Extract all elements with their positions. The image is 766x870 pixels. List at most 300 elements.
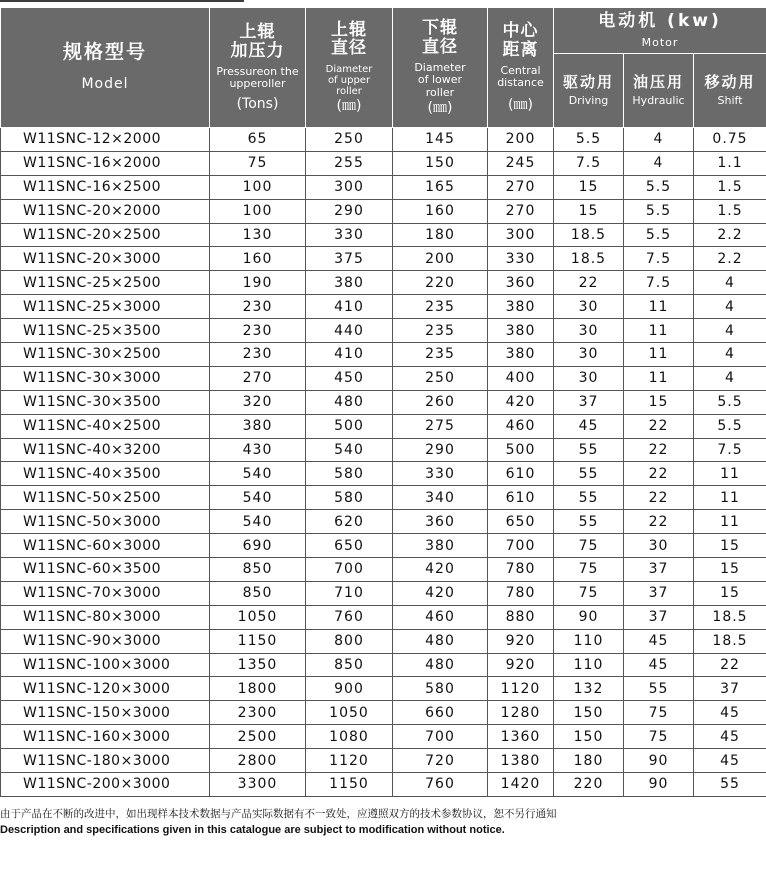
cell-driving-motor: 30 [554, 319, 624, 343]
header-pressure [210, 8, 306, 128]
cell-center-distance: 780 [488, 581, 554, 605]
cell-model: W11SNC-40×2500 [1, 414, 210, 438]
cell-center-distance: 880 [488, 605, 554, 629]
cell-model: W11SNC-70×3000 [1, 581, 210, 605]
cell-lower-diameter: 340 [393, 486, 488, 510]
cell-upper-diameter: 480 [306, 390, 393, 414]
cell-model: W11SNC-50×3000 [1, 510, 210, 534]
cell-driving-motor: 15 [554, 175, 624, 199]
cell-pressure: 1800 [210, 677, 306, 701]
cell-upper-diameter: 710 [306, 581, 393, 605]
header-pressure-cn1: 上辊 [239, 22, 276, 43]
cell-driving-motor: 220 [554, 773, 624, 797]
cell-center-distance: 380 [488, 319, 554, 343]
cell-hydraulic-motor: 7.5 [624, 247, 694, 271]
cell-model: W11SNC-60×3000 [1, 534, 210, 558]
table-row [1, 534, 766, 558]
cell-shift-motor: 4 [694, 366, 766, 390]
cell-shift-motor: 45 [694, 701, 766, 725]
cell-driving-motor: 22 [554, 271, 624, 295]
cell-hydraulic-motor: 75 [624, 701, 694, 725]
cell-hydraulic-motor: 11 [624, 366, 694, 390]
cell-driving-motor: 150 [554, 725, 624, 749]
cell-shift-motor: 55 [694, 773, 766, 797]
cell-center-distance: 460 [488, 414, 554, 438]
cell-model: W11SNC-40×3500 [1, 462, 210, 486]
cell-upper-diameter: 1120 [306, 749, 393, 773]
cell-center-distance: 920 [488, 629, 554, 653]
table-row [1, 486, 766, 510]
table-row [1, 223, 766, 247]
cell-pressure: 100 [210, 175, 306, 199]
header-lower-cn1: 下辊 [422, 17, 458, 38]
header-driving-en: Driving [568, 93, 609, 107]
cell-lower-diameter: 480 [393, 629, 488, 653]
cell-driving-motor: 18.5 [554, 247, 624, 271]
cell-shift-motor: 7.5 [694, 438, 766, 462]
cell-driving-motor: 75 [554, 581, 624, 605]
header-hydraulic-en: Hydraulic [632, 93, 685, 107]
header-upper-diameter [306, 8, 393, 128]
cell-hydraulic-motor: 75 [624, 725, 694, 749]
table-row [1, 653, 766, 677]
cell-pressure: 65 [210, 128, 306, 152]
cell-pressure: 130 [210, 223, 306, 247]
cell-pressure: 850 [210, 581, 306, 605]
cell-model: W11SNC-20×2000 [1, 199, 210, 223]
cell-model: W11SNC-40×3200 [1, 438, 210, 462]
notes [0, 806, 766, 838]
table-row [1, 151, 766, 175]
table-row [1, 558, 766, 582]
cell-lower-diameter: 360 [393, 510, 488, 534]
cell-pressure: 1050 [210, 605, 306, 629]
cell-lower-diameter: 420 [393, 558, 488, 582]
cell-upper-diameter: 500 [306, 414, 393, 438]
table-row [1, 366, 766, 390]
header-upper-en2: of upper [327, 74, 371, 86]
cell-pressure: 75 [210, 151, 306, 175]
cell-upper-diameter: 1150 [306, 773, 393, 797]
cell-hydraulic-motor: 45 [624, 629, 694, 653]
header-center-en2: distance [497, 76, 544, 90]
cell-driving-motor: 110 [554, 629, 624, 653]
cell-model: W11SNC-25×2500 [1, 271, 210, 295]
cell-center-distance: 500 [488, 438, 554, 462]
cell-pressure: 540 [210, 486, 306, 510]
cell-lower-diameter: 250 [393, 366, 488, 390]
cell-model: W11SNC-120×3000 [1, 677, 210, 701]
cell-upper-diameter: 410 [306, 343, 393, 367]
table-row [1, 199, 766, 223]
cell-upper-diameter: 800 [306, 629, 393, 653]
cell-hydraulic-motor: 4 [624, 128, 694, 152]
cell-pressure: 850 [210, 558, 306, 582]
cell-shift-motor: 2.2 [694, 223, 766, 247]
cell-lower-diameter: 275 [393, 414, 488, 438]
header-model-en: Model [81, 76, 129, 93]
table-row [1, 701, 766, 725]
cell-driving-motor: 75 [554, 534, 624, 558]
cell-hydraulic-motor: 11 [624, 319, 694, 343]
cell-pressure: 2500 [210, 725, 306, 749]
cell-hydraulic-motor: 90 [624, 749, 694, 773]
cell-model: W11SNC-200×3000 [1, 773, 210, 797]
header-motor [554, 8, 766, 54]
header-upper-cn1: 上辊 [331, 19, 367, 40]
header-driving-cn: 驱动用 [562, 73, 614, 92]
header-hydraulic-cn: 油压用 [632, 73, 684, 92]
cell-upper-diameter: 440 [306, 319, 393, 343]
cell-upper-diameter: 290 [306, 199, 393, 223]
cell-pressure: 2300 [210, 701, 306, 725]
cell-lower-diameter: 220 [393, 271, 488, 295]
cell-hydraulic-motor: 22 [624, 414, 694, 438]
cell-shift-motor: 11 [694, 462, 766, 486]
header-model-cn: 规格型号 [62, 41, 147, 64]
cell-lower-diameter: 160 [393, 199, 488, 223]
cell-hydraulic-motor: 37 [624, 558, 694, 582]
cell-shift-motor: 4 [694, 295, 766, 319]
cell-upper-diameter: 540 [306, 438, 393, 462]
cell-shift-motor: 45 [694, 749, 766, 773]
cell-shift-motor: 22 [694, 653, 766, 677]
cell-center-distance: 650 [488, 510, 554, 534]
table-row [1, 773, 766, 797]
cell-hydraulic-motor: 7.5 [624, 271, 694, 295]
cell-center-distance: 330 [488, 247, 554, 271]
cell-hydraulic-motor: 90 [624, 773, 694, 797]
cell-model: W11SNC-80×3000 [1, 605, 210, 629]
header-pressure-en1: Pressureon the [216, 65, 299, 79]
cell-hydraulic-motor: 11 [624, 343, 694, 367]
cell-shift-motor: 4 [694, 343, 766, 367]
cell-model: W11SNC-30×3500 [1, 390, 210, 414]
cell-pressure: 230 [210, 319, 306, 343]
note-cn: 由于产品在不断的改进中，如出现样本技术数据与产品实际数据有不一致处，应遵照双方的技术参数协议，恕不另行通知 [0, 808, 557, 820]
cell-driving-motor: 30 [554, 343, 624, 367]
header-lower-en2: of lower [417, 73, 463, 87]
header-center-en1: Central [500, 64, 541, 78]
cell-pressure: 270 [210, 366, 306, 390]
cell-model: W11SNC-180×3000 [1, 749, 210, 773]
table-row [1, 677, 766, 701]
cell-center-distance: 700 [488, 534, 554, 558]
cell-driving-motor: 110 [554, 653, 624, 677]
cell-upper-diameter: 250 [306, 128, 393, 152]
cell-center-distance: 1280 [488, 701, 554, 725]
cell-driving-motor: 30 [554, 366, 624, 390]
cell-hydraulic-motor: 45 [624, 653, 694, 677]
spec-table [0, 7, 766, 797]
cell-lower-diameter: 260 [393, 390, 488, 414]
cell-upper-diameter: 700 [306, 558, 393, 582]
cell-driving-motor: 18.5 [554, 223, 624, 247]
cell-lower-diameter: 165 [393, 175, 488, 199]
cell-lower-diameter: 145 [393, 128, 488, 152]
cell-center-distance: 270 [488, 175, 554, 199]
cell-shift-motor: 45 [694, 725, 766, 749]
cell-lower-diameter: 380 [393, 534, 488, 558]
header-center-distance [488, 8, 554, 128]
cell-upper-diameter: 380 [306, 271, 393, 295]
cell-model: W11SNC-12×2000 [1, 128, 210, 152]
cell-center-distance: 1380 [488, 749, 554, 773]
cell-pressure: 230 [210, 295, 306, 319]
cell-upper-diameter: 580 [306, 462, 393, 486]
cell-driving-motor: 75 [554, 558, 624, 582]
cell-pressure: 1150 [210, 629, 306, 653]
cell-model: W11SNC-30×3000 [1, 366, 210, 390]
cell-center-distance: 360 [488, 271, 554, 295]
cell-pressure: 160 [210, 247, 306, 271]
table-header [1, 8, 766, 128]
cell-upper-diameter: 330 [306, 223, 393, 247]
header-motor-cn: 电动机 (kw) [598, 11, 722, 32]
cell-lower-diameter: 235 [393, 319, 488, 343]
cell-center-distance: 920 [488, 653, 554, 677]
cell-driving-motor: 90 [554, 605, 624, 629]
cell-model: W11SNC-25×3000 [1, 295, 210, 319]
cell-driving-motor: 55 [554, 486, 624, 510]
cell-driving-motor: 55 [554, 462, 624, 486]
cell-shift-motor: 15 [694, 534, 766, 558]
header-pressure-en2: upperoller [229, 77, 286, 91]
cell-driving-motor: 45 [554, 414, 624, 438]
cell-pressure: 190 [210, 271, 306, 295]
cell-shift-motor: 5.5 [694, 390, 766, 414]
cell-pressure: 320 [210, 390, 306, 414]
table-row [1, 343, 766, 367]
cell-driving-motor: 180 [554, 749, 624, 773]
table-row [1, 581, 766, 605]
cell-center-distance: 380 [488, 343, 554, 367]
cell-upper-diameter: 410 [306, 295, 393, 319]
cell-shift-motor: 18.5 [694, 629, 766, 653]
table-row [1, 319, 766, 343]
cell-lower-diameter: 150 [393, 151, 488, 175]
cell-pressure: 380 [210, 414, 306, 438]
cell-pressure: 100 [210, 199, 306, 223]
cell-shift-motor: 1.1 [694, 151, 766, 175]
cell-model: W11SNC-16×2000 [1, 151, 210, 175]
cell-model: W11SNC-90×3000 [1, 629, 210, 653]
cell-shift-motor: 2.2 [694, 247, 766, 271]
cell-driving-motor: 30 [554, 295, 624, 319]
cell-model: W11SNC-60×3500 [1, 558, 210, 582]
cell-model: W11SNC-20×3000 [1, 247, 210, 271]
cell-hydraulic-motor: 5.5 [624, 175, 694, 199]
cell-center-distance: 1120 [488, 677, 554, 701]
cell-lower-diameter: 235 [393, 343, 488, 367]
cell-shift-motor: 0.75 [694, 128, 766, 152]
cell-hydraulic-motor: 37 [624, 581, 694, 605]
cell-lower-diameter: 460 [393, 605, 488, 629]
header-pressure-cn2: 加压力 [230, 40, 285, 61]
cell-center-distance: 420 [488, 390, 554, 414]
cell-shift-motor: 4 [694, 319, 766, 343]
header-center-cn2: 距离 [502, 39, 539, 60]
cell-upper-diameter: 900 [306, 677, 393, 701]
table-row [1, 271, 766, 295]
cell-center-distance: 1420 [488, 773, 554, 797]
cell-shift-motor: 18.5 [694, 605, 766, 629]
cell-shift-motor: 5.5 [694, 414, 766, 438]
header-lower-unit: (㎜) [427, 99, 453, 116]
cell-shift-motor: 15 [694, 558, 766, 582]
cell-shift-motor: 11 [694, 510, 766, 534]
header-motor-driving [554, 54, 624, 128]
header-shift-cn: 移动用 [704, 73, 756, 92]
cell-lower-diameter: 330 [393, 462, 488, 486]
cell-model: W11SNC-25×3500 [1, 319, 210, 343]
cell-upper-diameter: 375 [306, 247, 393, 271]
cell-center-distance: 300 [488, 223, 554, 247]
cell-driving-motor: 15 [554, 199, 624, 223]
cell-shift-motor: 4 [694, 271, 766, 295]
header-lower-cn2: 直径 [422, 36, 458, 57]
cell-model: W11SNC-150×3000 [1, 701, 210, 725]
cell-lower-diameter: 290 [393, 438, 488, 462]
cell-hydraulic-motor: 30 [624, 534, 694, 558]
cell-lower-diameter: 200 [393, 247, 488, 271]
cell-hydraulic-motor: 22 [624, 462, 694, 486]
cell-pressure: 690 [210, 534, 306, 558]
top-rule [0, 0, 244, 2]
cell-lower-diameter: 180 [393, 223, 488, 247]
cell-driving-motor: 5.5 [554, 128, 624, 152]
cell-lower-diameter: 580 [393, 677, 488, 701]
header-lower-diameter [393, 8, 488, 128]
cell-lower-diameter: 660 [393, 701, 488, 725]
cell-driving-motor: 55 [554, 510, 624, 534]
cell-shift-motor: 15 [694, 581, 766, 605]
header-upper-cn2: 直径 [331, 38, 367, 59]
cell-driving-motor: 132 [554, 677, 624, 701]
cell-upper-diameter: 1050 [306, 701, 393, 725]
cell-model: W11SNC-16×2500 [1, 175, 210, 199]
header-lower-en1: Diameter [414, 61, 466, 75]
header-motor-shift [694, 54, 766, 128]
cell-center-distance: 610 [488, 486, 554, 510]
cell-center-distance: 380 [488, 295, 554, 319]
cell-model: W11SNC-30×2500 [1, 343, 210, 367]
header-motor-hydraulic [624, 54, 694, 128]
header-center-cn1: 中心 [502, 21, 539, 42]
header-upper-en1: Diameter [325, 63, 373, 75]
header-motor-en: Motor [641, 35, 679, 49]
cell-upper-diameter: 850 [306, 653, 393, 677]
cell-hydraulic-motor: 11 [624, 295, 694, 319]
cell-driving-motor: 55 [554, 438, 624, 462]
cell-pressure: 540 [210, 510, 306, 534]
cell-lower-diameter: 420 [393, 581, 488, 605]
cell-center-distance: 1360 [488, 725, 554, 749]
cell-center-distance: 270 [488, 199, 554, 223]
cell-upper-diameter: 255 [306, 151, 393, 175]
cell-pressure: 430 [210, 438, 306, 462]
cell-model: W11SNC-100×3000 [1, 653, 210, 677]
cell-shift-motor: 37 [694, 677, 766, 701]
table-row [1, 749, 766, 773]
cell-model: W11SNC-20×2500 [1, 223, 210, 247]
header-shift-en: Shift [717, 93, 743, 107]
cell-shift-motor: 1.5 [694, 199, 766, 223]
header-upper-unit: (㎜) [336, 97, 362, 114]
header-center-unit: (㎜) [508, 96, 533, 113]
table-row [1, 629, 766, 653]
cell-center-distance: 400 [488, 366, 554, 390]
cell-upper-diameter: 1080 [306, 725, 393, 749]
cell-pressure: 1350 [210, 653, 306, 677]
cell-shift-motor: 11 [694, 486, 766, 510]
cell-pressure: 3300 [210, 773, 306, 797]
cell-lower-diameter: 235 [393, 295, 488, 319]
cell-hydraulic-motor: 15 [624, 390, 694, 414]
table-body [1, 128, 766, 797]
header-model [1, 8, 210, 128]
cell-hydraulic-motor: 22 [624, 510, 694, 534]
table-row [1, 128, 766, 152]
cell-driving-motor: 150 [554, 701, 624, 725]
header-lower-en3: roller [425, 85, 455, 99]
cell-model: W11SNC-50×2500 [1, 486, 210, 510]
table-row [1, 414, 766, 438]
table-row [1, 605, 766, 629]
cell-hydraulic-motor: 22 [624, 438, 694, 462]
cell-upper-diameter: 620 [306, 510, 393, 534]
cell-upper-diameter: 450 [306, 366, 393, 390]
cell-hydraulic-motor: 55 [624, 677, 694, 701]
cell-hydraulic-motor: 4 [624, 151, 694, 175]
table-row [1, 438, 766, 462]
cell-hydraulic-motor: 22 [624, 486, 694, 510]
table-row [1, 390, 766, 414]
cell-center-distance: 245 [488, 151, 554, 175]
cell-center-distance: 200 [488, 128, 554, 152]
cell-shift-motor: 1.5 [694, 175, 766, 199]
cell-driving-motor: 7.5 [554, 151, 624, 175]
cell-lower-diameter: 720 [393, 749, 488, 773]
table-row [1, 462, 766, 486]
cell-lower-diameter: 700 [393, 725, 488, 749]
cell-center-distance: 780 [488, 558, 554, 582]
cell-pressure: 2800 [210, 749, 306, 773]
table-row [1, 510, 766, 534]
cell-pressure: 540 [210, 462, 306, 486]
cell-lower-diameter: 760 [393, 773, 488, 797]
header-upper-en3: roller [336, 85, 362, 97]
table-row [1, 247, 766, 271]
cell-upper-diameter: 300 [306, 175, 393, 199]
header-pressure-unit: (Tons) [236, 95, 279, 112]
cell-center-distance: 610 [488, 462, 554, 486]
cell-lower-diameter: 480 [393, 653, 488, 677]
cell-upper-diameter: 650 [306, 534, 393, 558]
cell-model: W11SNC-160×3000 [1, 725, 210, 749]
cell-upper-diameter: 760 [306, 605, 393, 629]
table-row [1, 295, 766, 319]
cell-pressure: 230 [210, 343, 306, 367]
table-row [1, 175, 766, 199]
cell-driving-motor: 37 [554, 390, 624, 414]
note-en: Description and specifications given in this catalogue are subject to modification without notice. [0, 824, 505, 836]
cell-hydraulic-motor: 5.5 [624, 199, 694, 223]
table-row [1, 725, 766, 749]
cell-hydraulic-motor: 37 [624, 605, 694, 629]
cell-hydraulic-motor: 5.5 [624, 223, 694, 247]
cell-upper-diameter: 580 [306, 486, 393, 510]
